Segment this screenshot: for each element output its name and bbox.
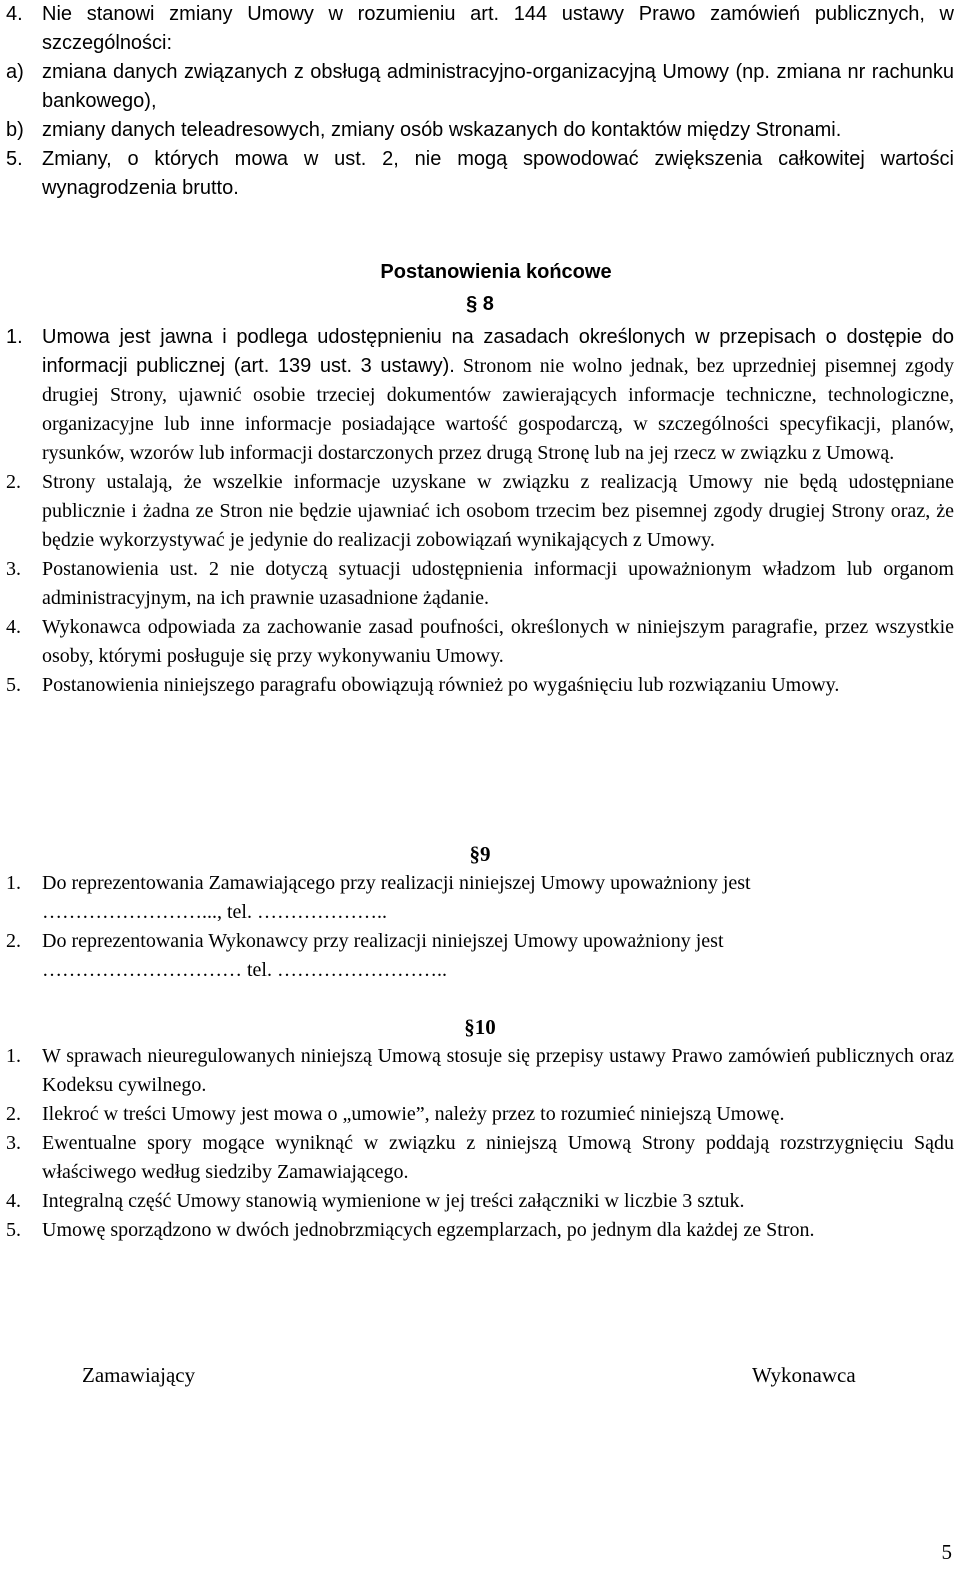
paragraph-heading-8: § 8	[466, 293, 494, 315]
item-number: 5.	[6, 148, 23, 170]
paragraph-8	[6, 323, 954, 700]
item-text: Umowę sporządzono w dwóch jednobrzmiących egzemplarzach, po jednym dla każdej ze Stron.	[42, 1219, 815, 1241]
item-number: 4.	[6, 3, 23, 25]
item-number: 3.	[6, 558, 21, 580]
list-item	[6, 555, 954, 613]
list-item	[6, 1042, 954, 1100]
item-text: Do reprezentowania Zamawiającego przy realizacji niniejszej Umowy upoważniony jest	[42, 872, 751, 894]
signature-wykonawca: Wykonawca	[752, 1363, 856, 1387]
amendments-section	[6, 0, 954, 203]
signature-zamawiajacy: Zamawiający	[82, 1363, 196, 1387]
item-text: Integralną część Umowy stanowią wymienione w jej treści załączniki w liczbie 3 sztuk.	[42, 1190, 745, 1212]
item-text-part-a: Umowa jest jawna i podlega udostępnieniu na zasadach określonych w przepisach o dostępie do informacji publicznej (art. 139 ust. 3 ustawy).	[42, 326, 954, 377]
list-item	[6, 145, 954, 203]
paragraph-9	[6, 869, 954, 985]
item-number: 1.	[6, 326, 23, 348]
item-text: Do reprezentowania Wykonawcy przy realizacji niniejszej Umowy upoważniony jest	[42, 930, 724, 952]
item-number: 3.	[6, 1132, 21, 1154]
item-text	[42, 323, 954, 468]
list-item	[6, 869, 954, 898]
item-text-part-b: Stronom nie wolno jednak, bez uprzedniej pisemnej zgody drugiej Strony, ujawnić osobie trzeciej dokumentów zawierających informacje techniczne, technologiczne, organizacyjne lub inne informacje posiadające wartość gospodarczą, w szczególności specyfikacji, planów, rysunków, wzorów lub informacji dostarczonych przez drugą Stronę lub na jej rzecz w związku z Umową.	[42, 355, 954, 464]
page-number: 5	[941, 1540, 952, 1564]
item-text: zmiany danych teleadresowych, zmiany osób wskazanych do kontaktów między Stronami.	[42, 119, 842, 141]
fill-in-line: ……………………..., tel. ………………..	[42, 901, 387, 923]
list-item	[6, 1216, 954, 1245]
list-item	[6, 1100, 954, 1129]
item-text: Nie stanowi zmiany Umowy w rozumieniu art. 144 ustawy Prawo zamówień publicznych, w szczególności:	[42, 3, 954, 54]
item-number: 2.	[6, 1103, 21, 1125]
item-text: Zmiany, o których mowa w ust. 2, nie mogą spowodować zwiększenia całkowitej wartości wynagrodzenia brutto.	[42, 148, 954, 199]
item-text: Strony ustalają, że wszelkie informacje uzyskane w związku z realizacją Umowy nie będą udostępniane publicznie i żadna ze Stron nie będzie ujawniać ich osobom trzecim bez pisemnej zgody drugiej Strony oraz, że będzie wykorzystywać je jedynie do realizacji zobowiązań wynikających z Umowy.	[42, 471, 954, 551]
item-number: b)	[6, 119, 24, 141]
fill-in-line: ………………………… tel. ……………………..	[42, 959, 447, 981]
list-item	[6, 927, 954, 956]
item-text: Ilekroć w treści Umowy jest mowa o „umowie”, należy przez to rozumieć niniejszą Umowę.	[42, 1103, 785, 1125]
item-number: 5.	[6, 674, 21, 696]
paragraph-heading-10: §10	[464, 1015, 496, 1039]
section-title: Postanowienia końcowe	[380, 261, 612, 283]
paragraph-heading-9: §9	[469, 842, 491, 866]
item-text: Postanowienia niniejszego paragrafu obowiązują również po wygaśnięciu lub rozwiązaniu Umowy.	[42, 674, 840, 696]
list-item	[6, 0, 954, 58]
list-item	[6, 58, 954, 116]
list-item	[6, 613, 954, 671]
list-item	[6, 1129, 954, 1187]
item-text: Wykonawca odpowiada za zachowanie zasad poufności, określonych w niniejszym paragrafie, przez wszystkie osoby, którymi posługuje się przy wykonywaniu Umowy.	[42, 616, 954, 667]
item-number: 1.	[6, 1045, 21, 1067]
paragraph-10	[6, 1042, 954, 1245]
item-number: 4.	[6, 1190, 21, 1212]
list-item	[6, 116, 954, 145]
item-number: 2.	[6, 471, 21, 493]
item-text: Ewentualne spory mogące wyniknąć w związku z niniejszą Umową Strony poddają rozstrzygnięciu Sądu właściwego według siedziby Zamawiającego.	[42, 1132, 954, 1183]
item-number: 5.	[6, 1219, 21, 1241]
item-number: 2.	[6, 930, 21, 952]
item-number: 1.	[6, 872, 21, 894]
item-number: 4.	[6, 616, 21, 638]
list-item	[6, 323, 954, 468]
item-text: W sprawach nieuregulowanych niniejszą Umową stosuje się przepisy ustawy Prawo zamówień publicznych oraz Kodeksu cywilnego.	[42, 1045, 954, 1096]
list-item	[6, 671, 954, 700]
item-number: a)	[6, 61, 24, 83]
item-text: Postanowienia ust. 2 nie dotyczą sytuacji udostępnienia informacji upoważnionym władzom lub organom administracyjnym, na ich prawnie uzasadnione żądanie.	[42, 558, 954, 609]
list-item	[6, 468, 954, 555]
item-text: zmiana danych związanych z obsługą administracyjno-organizacyjną Umowy (np. zmiana nr rachunku bankowego),	[42, 61, 954, 112]
list-item	[6, 1187, 954, 1216]
